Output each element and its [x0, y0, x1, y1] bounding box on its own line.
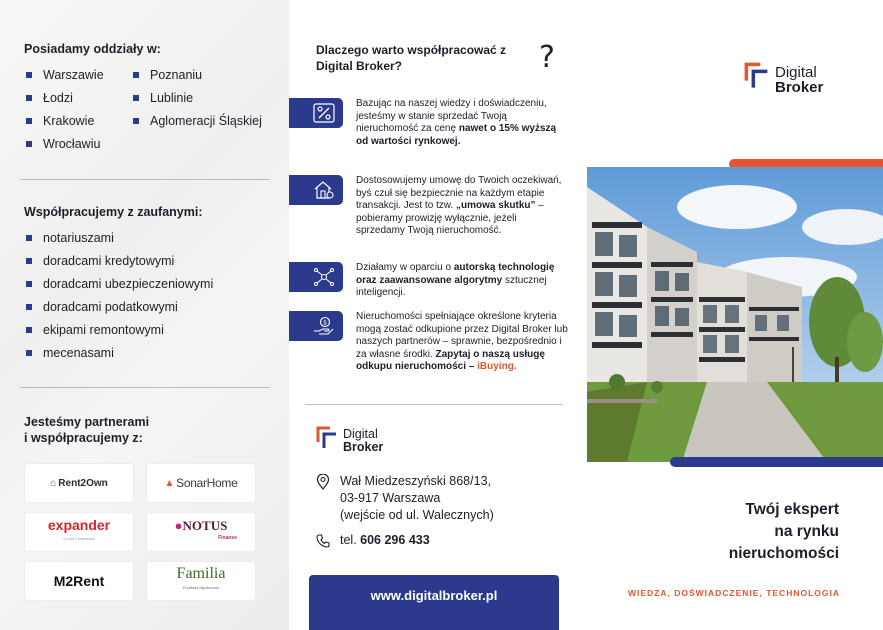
- list-item: Lublinie: [131, 89, 262, 112]
- branches-title: Posiadamy oddziały w:: [24, 42, 161, 56]
- bullet-icon: [26, 350, 32, 356]
- address-line: Wał Miedzeszyński 868/13,: [340, 474, 491, 488]
- trusted-title: Współpracujemy z zaufanymi:: [24, 205, 203, 219]
- list-item: notariuszami: [24, 229, 213, 252]
- left-panel: [0, 0, 289, 630]
- address-block: [316, 473, 494, 524]
- middle-panel: [289, 0, 586, 630]
- list-item: doradcami podatkowymi: [24, 298, 213, 321]
- brand-logo: Digital Broker: [744, 62, 823, 95]
- section-divider: [305, 404, 563, 405]
- location-pin-icon: [316, 474, 330, 490]
- bullet-icon: [26, 258, 32, 264]
- trusted-list: [24, 229, 213, 367]
- feature-tab: [289, 98, 343, 128]
- right-panel: [586, 0, 883, 630]
- section-divider: [20, 387, 270, 388]
- brand-logo-icon: [744, 62, 772, 90]
- network-ai-icon: [313, 267, 335, 287]
- feature-tab: [289, 262, 343, 292]
- bullet-icon: [26, 327, 32, 333]
- bullet-icon: [133, 95, 139, 101]
- apartment-building-image: [587, 167, 883, 462]
- list-item: Krakowie: [24, 112, 104, 135]
- list-item: doradcami ubezpieczeniowymi: [24, 275, 213, 298]
- bullet-icon: [26, 141, 32, 147]
- bullet-icon: [26, 304, 32, 310]
- partner-logo-rent2own: ⌂ Rent2Own: [25, 464, 133, 502]
- address-line: (wejście od ul. Walecznych): [340, 508, 494, 522]
- bullet-icon: [26, 118, 32, 124]
- list-item: Warszawie: [24, 66, 104, 89]
- house-logo-icon: ⌂: [50, 477, 57, 489]
- percent-icon: [313, 103, 335, 123]
- partner-logo-m2rent: M2Rent: [25, 562, 133, 600]
- brand-logo: Digital Broker: [316, 426, 383, 453]
- why-title: Dlaczego warto współpracować z Digital Broker?: [316, 43, 507, 73]
- feature-text-1: Bazując na naszej wiedzy i doświadczeniu, jesteśmy w stanie sprzedać Twoją nieruchomość za cenę nawet o 15% wyższą od wartości rynkowej.: [356, 98, 557, 147]
- brand-logo-icon: [316, 426, 340, 450]
- feature-tab: [289, 311, 343, 341]
- feature-tab: [289, 175, 343, 205]
- feature-text-3: Działamy w oparciu o autorską technologię oraz zaawansowane algorytmy sztucznej inteligencji.: [356, 262, 555, 299]
- bullet-icon: [26, 72, 32, 78]
- section-divider: [20, 179, 270, 180]
- bullet-icon: [26, 95, 32, 101]
- tagline: Twój ekspert na rynku nieruchomości: [728, 501, 839, 562]
- partners-title: Jesteśmy partnerami i współpracujemy z:: [24, 415, 150, 445]
- accent-bar-blue: [670, 457, 883, 467]
- website-bar: [309, 575, 559, 630]
- notus-logo-icon: ●: [174, 518, 183, 533]
- list-item: mecenasami: [24, 344, 213, 367]
- feature-text-2: Dostosowujemy umowę do Twoich oczekiwań, byś czuł się bezpiecznie na każdym etapie transakcji. Jest to tzw. „umowa skutku” – pobieramy prowizję wyłącznie, jeżeli sprzedamy Twoją nieruchomość.: [356, 175, 562, 237]
- phone-icon: [316, 534, 330, 548]
- house-contract-icon: [313, 180, 335, 200]
- bullet-icon: [133, 72, 139, 78]
- bullet-icon: [133, 118, 139, 124]
- phone-number[interactable]: 606 296 433: [360, 533, 430, 547]
- feature-text-4: Nieruchomości spełniające określone kryteria mogą zostać odkupione przez Digital Broker lub naszych partnerów – sprawnie, bezpośrednio i za własne środki. Zapytaj o naszą usługę odkupu nieruchomości – iBuying.: [356, 311, 568, 373]
- bullet-icon: [26, 281, 32, 287]
- partner-logo-familia: Familia Fundusz Hipoteczny: [147, 562, 255, 600]
- list-item: Poznaniu: [131, 66, 262, 89]
- partner-logo-expander: expander Grupa Finansowa: [25, 513, 133, 551]
- bullet-icon: [26, 235, 32, 241]
- phone-block: tel. 606 296 433: [316, 533, 430, 548]
- address-line: 03-917 Warszawa: [340, 491, 441, 505]
- partner-logo-notus: ●NOTUS Finanse: [147, 513, 255, 551]
- building-photo: [587, 167, 883, 462]
- svg-text:$: $: [323, 319, 327, 327]
- motto: WIEDZA, DOŚWIADCZENIE, TECHNOLOGIA: [627, 588, 840, 598]
- hand-money-icon: [313, 316, 335, 336]
- list-item: doradcami kredytowymi: [24, 252, 213, 275]
- partner-logo-sonarhome: ▲ SonarHome: [147, 464, 255, 502]
- list-item: ekipami remontowymi: [24, 321, 213, 344]
- list-item: Aglomeracji Śląskiej: [131, 112, 262, 135]
- branches-list-col1: [24, 66, 104, 158]
- website-link[interactable]: www.digitalbroker.pl: [370, 588, 498, 603]
- roof-logo-icon: ▲: [164, 477, 175, 489]
- question-mark-icon: ?: [539, 40, 555, 75]
- branches-list-col2: [131, 66, 262, 135]
- list-item: Łodzi: [24, 89, 104, 112]
- list-item: Wrocławiu: [24, 135, 104, 158]
